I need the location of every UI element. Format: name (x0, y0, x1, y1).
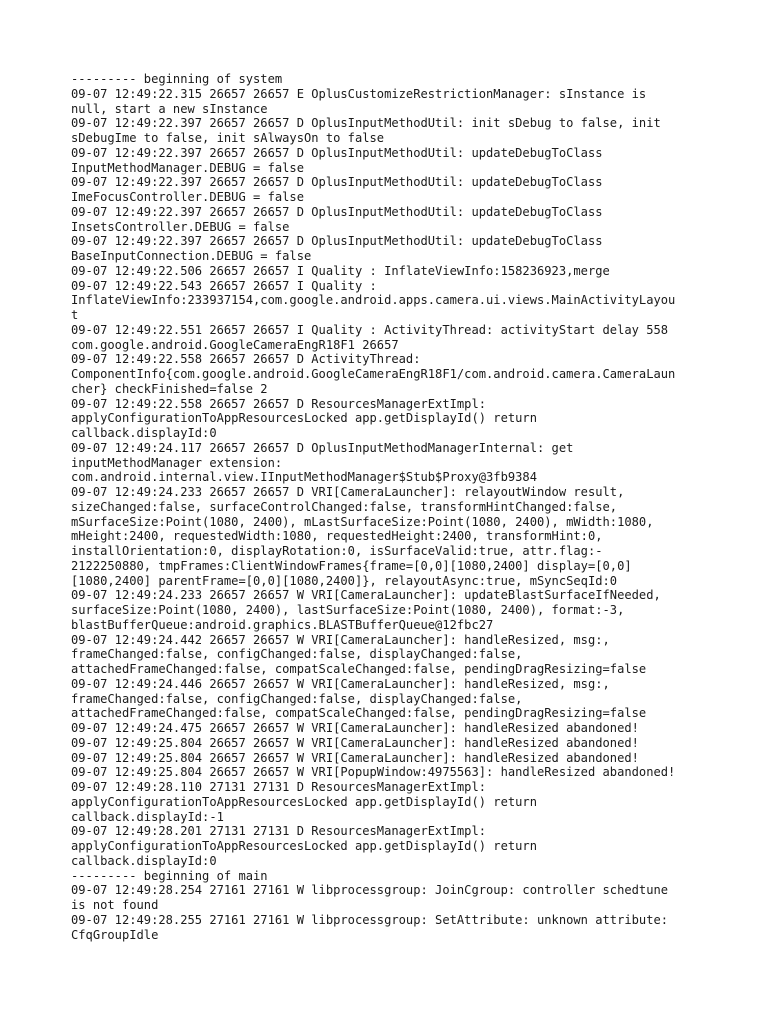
log-line: 09-07 12:49:28.254 27161 27161 W libprocessgroup: JoinCgroup: controller schedtune (71, 883, 669, 898)
log-line: callback.displayId:0 (71, 853, 217, 868)
log-line: callback.displayId:0 (71, 426, 217, 440)
log-line: 09-07 12:49:22.543 26657 26657 I Quality : (71, 278, 377, 293)
log-line: null, start a new sInstance (71, 101, 268, 116)
log-line: 09-07 12:49:24.475 26657 26657 W VRI[CameraLauncher]: handleResized abandoned! (71, 721, 639, 735)
log-line: 09-07 12:49:22.558 26657 26657 D ActivityThread: (71, 352, 421, 367)
log-line: sizeChanged:false, surfaceControlChanged:false, transformHintChanged:false, (71, 499, 618, 514)
log-line: 09-07 12:49:24.446 26657 26657 W VRI[CameraLauncher]: handleResized, msg:, (71, 676, 610, 691)
log-line: sDebugIme to false, init sAlwaysOn to false (71, 131, 385, 145)
log-line: 09-07 12:49:28.110 27131 27131 D ResourcesManagerExtImpl: (71, 780, 487, 794)
log-line: ImeFocusController.DEBUG = false (71, 190, 304, 204)
log-line: 09-07 12:49:22.315 26657 26657 E OplusCustomizeRestrictionManager: sInstance is (71, 86, 647, 101)
log-line: 09-07 12:49:24.233 26657 26657 W VRI[CameraLauncher]: updateBlastSurfaceIfNeeded, (71, 588, 661, 603)
log-line: callback.displayId:-1 (71, 809, 224, 824)
log-line: mSurfaceSize:Point(1080, 2400), mLastSurfaceSize:Point(1080, 2400), mWidth:1080, (71, 514, 654, 529)
log-line: 09-07 12:49:22.397 26657 26657 D OplusInputMethodUtil: updateDebugToClass (71, 175, 603, 190)
log-line: applyConfigurationToAppResourcesLocked app.getDisplayId() return (71, 411, 537, 426)
log-line: applyConfigurationToAppResourcesLocked app.getDisplayId() return (71, 794, 537, 809)
log-line: 09-07 12:49:22.551 26657 26657 I Quality : ActivityThread: activityStart delay 558 (71, 322, 669, 337)
log-line: 09-07 12:49:22.558 26657 26657 D ResourcesManagerExtImpl: (71, 396, 487, 411)
log-line: InputMethodManager.DEBUG = false (71, 160, 304, 175)
log-line: 2122250880, tmpFrames:ClientWindowFrames{frame=[0,0][1080,2400] display=[0,0] (71, 558, 632, 573)
log-line: ComponentInfo{com.google.android.GoogleCameraEngR18F1/com.android.camera.CameraLaun (71, 367, 676, 381)
log-line: cher} checkFinished=false 2 (71, 381, 268, 396)
log-line: 09-07 12:49:22.397 26657 26657 D OplusInputMethodUtil: updateDebugToClass (71, 204, 603, 219)
log-line: frameChanged:false, configChanged:false, displayChanged:false, (71, 647, 523, 662)
log-line: t (71, 308, 79, 322)
log-line: 09-07 12:49:24.117 26657 26657 D OplusInputMethodManagerInternal: get (71, 440, 574, 455)
log-text-body (71, 72, 711, 942)
log-line: attachedFrameChanged:false, compatScaleChanged:false, pendingDragResizing=false (71, 662, 647, 676)
log-line: inputMethodManager extension: (71, 455, 283, 470)
log-line: 09-07 12:49:22.397 26657 26657 D OplusInputMethodUtil: updateDebugToClass (71, 234, 603, 249)
log-line: is not found (71, 898, 159, 912)
log-line: applyConfigurationToAppResourcesLocked app.getDisplayId() return (71, 839, 537, 853)
log-line: installOrientation:0, displayRotation:0, isSurfaceValid:true, attr.flag:- (71, 544, 603, 558)
log-line: com.android.internal.view.IInputMethodManager$Stub$Proxy@3fb9384 (71, 470, 537, 485)
log-line: InflateViewInfo:233937154,com.google.android.apps.camera.ui.views.MainActivityLayou (71, 293, 676, 308)
log-line: InsetsController.DEBUG = false (71, 219, 290, 234)
log-line: surfaceSize:Point(1080, 2400), lastSurfaceSize:Point(1080, 2400), format:-3, (71, 603, 625, 617)
log-line: com.google.android.GoogleCameraEngR18F1 26657 (71, 337, 399, 352)
log-line: 09-07 12:49:25.804 26657 26657 W VRI[CameraLauncher]: handleResized abandoned! (71, 750, 639, 765)
log-line: blastBufferQueue:android.graphics.BLASTBufferQueue@12fbc27 (71, 617, 494, 632)
log-line: 09-07 12:49:24.233 26657 26657 D VRI[CameraLauncher]: relayoutWindow result, (71, 485, 625, 499)
log-line: CfqGroupIdle (71, 927, 159, 942)
log-line: 09-07 12:49:25.804 26657 26657 W VRI[CameraLauncher]: handleResized abandoned! (71, 735, 639, 750)
log-line: --------- beginning of main (71, 868, 268, 883)
log-line: 09-07 12:49:22.397 26657 26657 D OplusInputMethodUtil: init sDebug to false, init (71, 116, 661, 131)
log-line: --------- beginning of system (71, 72, 283, 86)
log-line: 09-07 12:49:22.506 26657 26657 I Quality : InflateViewInfo:158236923,merge (71, 263, 610, 278)
log-line: 09-07 12:49:28.255 27161 27161 W libprocessgroup: SetAttribute: unknown attribute: (71, 912, 669, 927)
log-line: mHeight:2400, requestedWidth:1080, requestedHeight:2400, transformHint:0, (71, 529, 603, 544)
log-line: 09-07 12:49:25.804 26657 26657 W VRI[PopupWindow:4975563]: handleResized abandoned! (71, 765, 676, 780)
log-line: attachedFrameChanged:false, compatScaleChanged:false, pendingDragResizing=false (71, 706, 647, 721)
log-line: BaseInputConnection.DEBUG = false (71, 249, 312, 263)
log-line: frameChanged:false, configChanged:false, displayChanged:false, (71, 691, 523, 706)
log-line: [1080,2400] parentFrame=[0,0][1080,2400]}, relayoutAsync:true, mSyncSeqId:0 (71, 573, 618, 588)
log-line: 09-07 12:49:24.442 26657 26657 W VRI[CameraLauncher]: handleResized, msg:, (71, 632, 610, 647)
log-line: 09-07 12:49:28.201 27131 27131 D ResourcesManagerExtImpl: (71, 824, 487, 839)
log-line: 09-07 12:49:22.397 26657 26657 D OplusInputMethodUtil: updateDebugToClass (71, 145, 603, 160)
